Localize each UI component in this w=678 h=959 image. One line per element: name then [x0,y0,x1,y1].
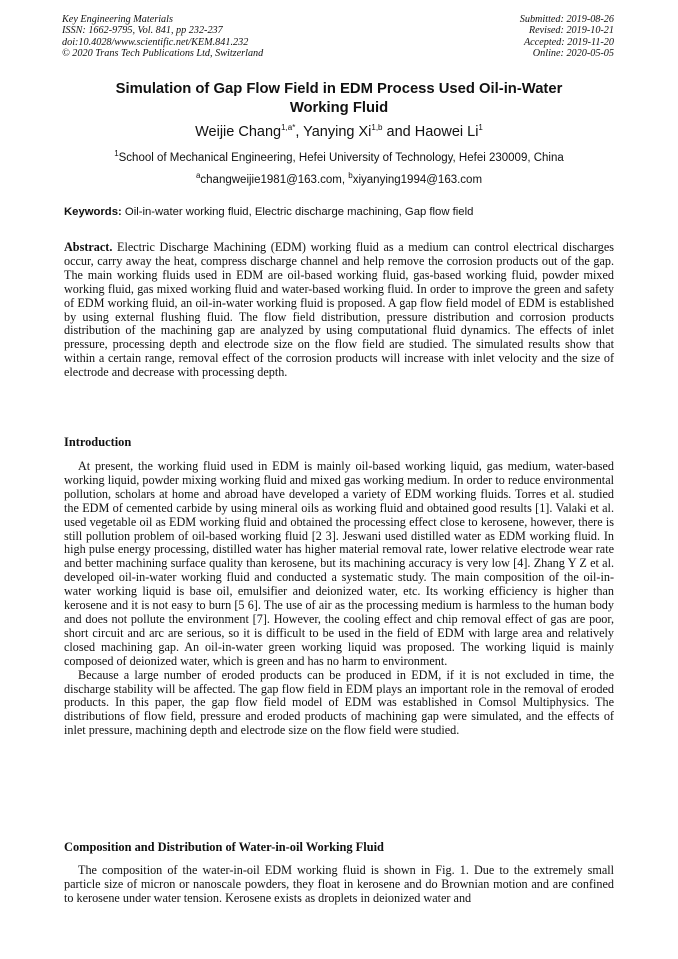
section-heading-composition: Composition and Distribution of Water-in-oil Working Fluid [64,840,384,854]
journal-doi: doi:10.4028/www.scientific.net/KEM.841.232 [62,36,249,48]
section-heading-introduction: Introduction [64,435,132,449]
composition-body [64,864,614,906]
author-name: Haowei Li [414,123,479,140]
affiliation-text: School of Mechanical Engineering, Hefei University of Technology, Hefei 230009, China [118,151,564,164]
journal-name: Key Engineering Materials [62,14,173,25]
journal-info [62,14,263,60]
paragraph: At present, the working fluid used in EDM is mainly oil-based working liquid, gas medium, water-based working liquid, powder mixing working fluid and mixed gas working medium. In order to reduce environmental pollution, scholars at home and abroad have developed a variety of EDM working fluids. Torres et al. studied the EDM of cemented carbide by using mineral oils as working fluid and obtained good results [1]. Valaki et al. used vegetable oil as EDM working fluid and obtained the processing effect close to kerosene, however, there is still pollution problem of oil-based working fluid [2 3]. Jeswani used distilled water as EDM working fluid. In high pulse energy processing, distilled water has higher material removal rate, lower relative electrode wear rate and better machining surface quality than kerosene, but its machining accuracy is very low [4]. Zhang Y Z et al. developed oil-in-water working fluid and conducted a systematic study. The main composition of the oil-in-water working liquid is base oil, emulsifier and deionized water, etc. Its working efficiency is higher than kerosene and it is not easy to burn [5 6]. The use of air as the processing medium is harmless to the human body and does not pollute the environment [7]. However, the cooling effect and chip removal effect of gas are poor, short circuit and arc are serious, so it is difficult to be used in the field of EDM with large area and relatively closed machining gap. An oil-in-water green working liquid was proposed. The working liquid is mainly composed of deionized water, which is green and has no harm to environment. [64,459,614,668]
author-list [64,123,614,140]
abstract-paragraph [64,241,614,380]
keywords [64,206,614,218]
author-name: Yanying Xi [303,123,372,140]
email-superscript: a [195,171,201,180]
introduction-body [64,460,614,738]
date-submitted: Submitted: 2019-08-26 [519,14,614,25]
abstract-label: Abstract. [64,240,113,254]
date-online: Online: 2020-05-05 [532,48,614,60]
title-line-2: Working Fluid [289,100,389,116]
title-line-1: Simulation of Gap Flow Field in EDM Process Used Oil-in-Water [115,81,563,97]
paragraph: Because a large number of eroded products can be produced in EDM, if it is not excluded in time, the discharge stability will be affected. The gap flow field in EDM plays an important role in the removal of eroded products. In this paper, the gap flow field model of EDM was established in Comsol Multiphysics. The distributions of flow field, pressure and eroded products of machining gap were simulated, and the effects of inlet pressure, machining depth and electrode size on the flow field were studied. [64,667,614,738]
author-separator: and [382,123,415,140]
email-link[interactable]: xiyanying1994@163.com [352,173,483,186]
author-superscript: 1,a* [281,123,296,132]
paper-title [64,80,614,118]
author-superscript: 1 [478,123,483,132]
affiliation-superscript: 1 [114,149,119,158]
author-separator: , [295,123,304,140]
author-emails [64,171,614,186]
email-link[interactable]: changweijie1981@163.com, [200,173,349,186]
email-superscript: b [348,171,353,180]
abstract-text: Electric Discharge Machining (EDM) working fluid as a medium can control electrical discharges occur, carry away the heat, compress discharge channel and help remove the corrosion products out of the gap. The main working fluids used in EDM are oil-based working fluid, gas-based working fluid, powder mixed working fluid, gas mixed working fluid and water-based working fluid. In order to improve the green and safety of EDM working fluid, an oil-in-water working fluid is proposed. A gap flow field model of EDM is established by using external flushing fluid. The flow field distribution, pressure distribution and corrosion products distribution of the machining gap are analyzed by using computational fluid dynamics. The effects of inlet pressure, processing depth and electrode size on the flow field are studied. The simulated results show that within a certain range, removal effect of the corrosion products will increase with inlet velocity and the size of electrode and decrease with processing depth. [64,240,614,380]
author-name: Weijie Chang [195,123,282,140]
journal-copyright: © 2020 Trans Tech Publications Ltd, Switzerland [62,48,264,60]
author-superscript: 1,b [371,123,383,132]
keywords-label: Keywords: [64,206,122,218]
journal-issn: ISSN: 1662-9795, Vol. 841, pp 232-237 [62,25,223,37]
keywords-text: Oil-in-water working fluid, Electric discharge machining, Gap flow field [121,206,474,218]
date-accepted: Accepted: 2019-11-20 [523,36,614,48]
affiliation [64,149,614,164]
date-revised: Revised: 2019-10-21 [528,25,614,37]
submission-dates [520,14,614,60]
abstract [64,241,614,380]
paragraph: The composition of the water-in-oil EDM working fluid is shown in Fig. 1. Due to the extremely small particle size of micron or nanoscale powders, they float in kerosene and do Brownian motion and are confined to kerosene under water tension. Kerosene exists as droplets in deionized water and [64,863,614,905]
